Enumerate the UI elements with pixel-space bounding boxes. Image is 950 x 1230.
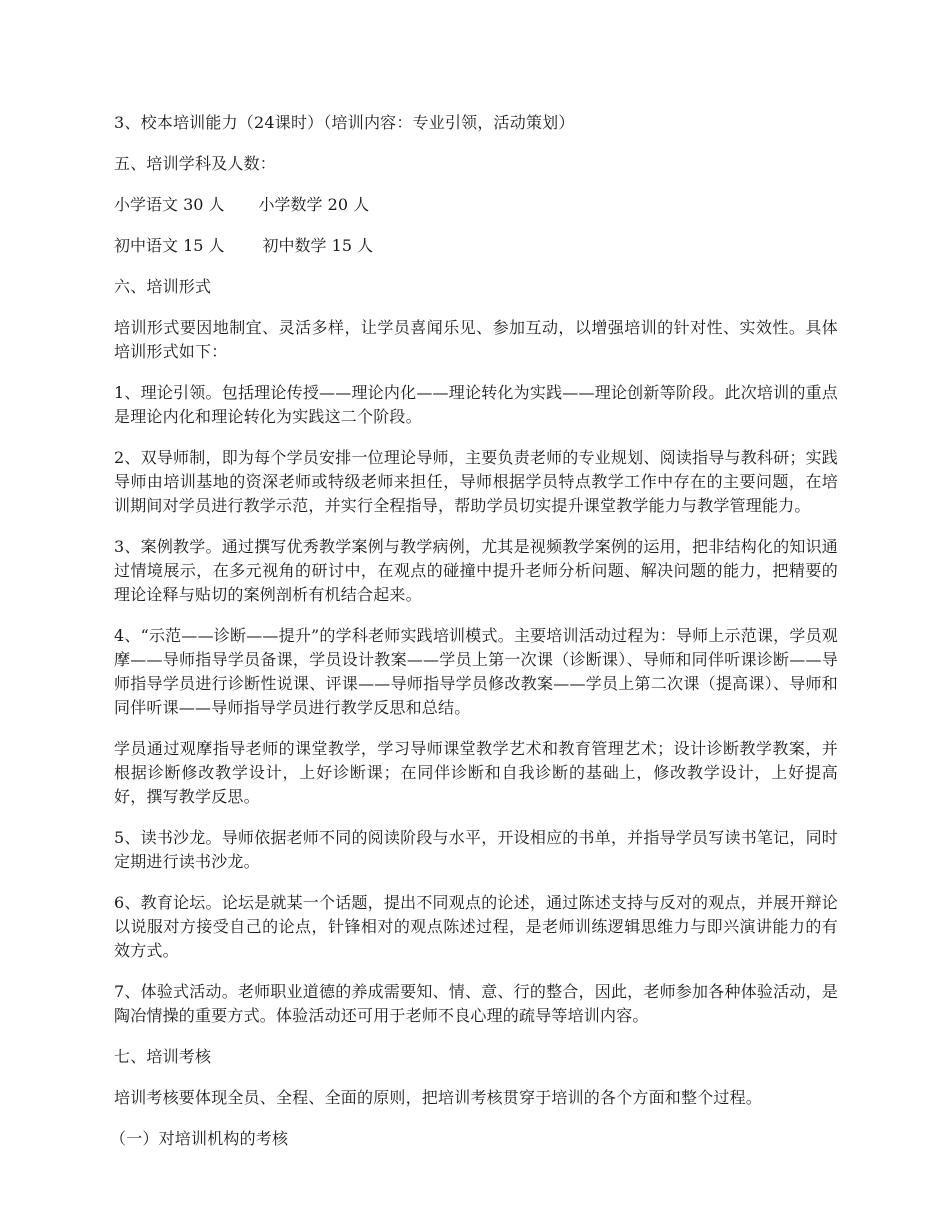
subject-junior-chinese: 初中语文 15 人 — [114, 236, 225, 255]
paragraph-theory-guidance: 1、理论引领。包括理论传授——理论内化——理论转化为实践——理论创新等阶段。此次培训的重点是理论内化和理论转化为实践这二个阶段。 — [114, 383, 838, 426]
paragraph-format-intro: 培训形式要因地制宜、灵活多样，让学员喜闻乐见、参加互动，以增强培训的针对性、实效性。具体培训形式如下： — [114, 318, 838, 361]
heading-training-format: 六、培训形式 — [114, 277, 212, 296]
paragraph-dual-mentor: 2、双导师制，即为每个学员安排一位理论导师，主要负责老师的专业规划、阅读指导与教科研；实践导师由培训基地的资深老师或特级老师来担任，导师根据学员特点教学工作中存在的主要问题，在培训期间对学员进行教学示范，并实行全程指导，帮助学员切实提升课堂教学能力与教学管理能力。 — [114, 448, 838, 515]
paragraph-case-teaching: 3、案例教学。通过撰写优秀教学案例与教学病例，尤其是视频教学案例的运用，把非结构化的知识通过情境展示，在多元视角的研讨中，在观点的碰撞中提升老师分析问题、解决问题的能力，把精要的理论诠释与贴切的案例剖析有机结合起来。 — [114, 537, 838, 604]
subject-primary-chinese: 小学语文 30 人 — [114, 195, 225, 214]
subject-row-primary — [114, 193, 838, 217]
paragraph-reading-salon: 5、读书沙龙。导师依据老师不同的阅读阶段与水平，开设相应的书单，并指导学员写读书笔记，同时定期进行读书沙龙。 — [114, 828, 838, 871]
heading-subjects-and-numbers: 五、培训学科及人数： — [114, 154, 277, 173]
document-body — [110, 111, 838, 1168]
subject-row-junior — [114, 234, 838, 258]
heading-institution-assessment: （一）对培训机构的考核 — [110, 1129, 289, 1148]
paragraph-school-training-ability: 3、校本培训能力（24课时）（培训内容：专业引领，活动策划） — [114, 113, 575, 132]
subject-junior-math: 初中数学 15 人 — [262, 236, 374, 255]
paragraph-experiential-activity: 7、体验式活动。老师职业道德的养成需要知、情、意、行的整合，因此，老师参加各种体验活动，是陶冶情操的重要方式。体验活动还可用于老师不良心理的疏导等培训内容。 — [114, 982, 838, 1025]
paragraph-observation-learning: 学员通过观摩指导老师的课堂教学，学习导师课堂教学艺术和教育管理艺术；设计诊断教学教案，并根据诊断修改教学设计，上好诊断课；在同伴诊断和自我诊断的基础上，修改教学设计，上好提高好，撰写教学反思。 — [114, 739, 838, 806]
heading-training-assessment: 七、培训考核 — [114, 1047, 212, 1066]
paragraph-demo-diagnose-improve: 4、“示范——诊断——提升”的学科老师实践培训模式。主要培训活动过程为：导师上示范课，学员观摩——导师指导学员备课，学员设计教案——学员上第一次课（诊断课）、导师和同伴听课诊断——导师指导学员进行诊断性说课、评课——导师指导学员修改教案——学员上第二次课（提高课）、导师和同伴听课——导师指导学员进行教学反思和总结。 — [114, 626, 838, 717]
paragraph-assessment-principle: 培训考核要体现全员、全程、全面的原则，把培训考核贯穿于培训的各个方面和整个过程。 — [114, 1088, 763, 1107]
subject-primary-math: 小学数学 20 人 — [258, 195, 370, 214]
paragraph-education-forum: 6、教育论坛。论坛是就某一个话题，提出不同观点的论述，通过陈述支持与反对的观点，并展开辩论以说服对方接受自己的论点，针锋相对的观点陈述过程，是老师训练逻辑思维力与即兴演讲能力的有效方式。 — [114, 893, 838, 960]
